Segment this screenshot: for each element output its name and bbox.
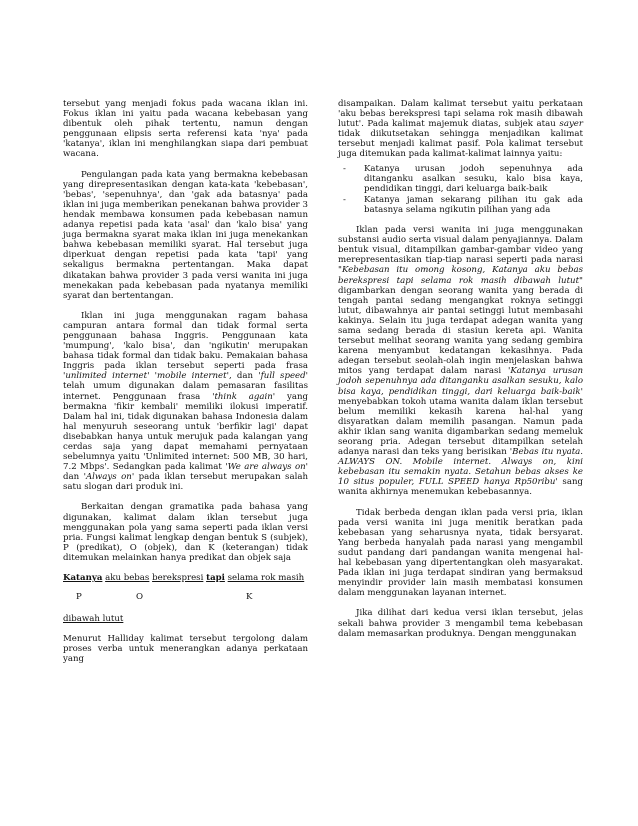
- right-paragraph-1: [338, 99, 583, 160]
- text-run: digambarkan dengan seorang wanita yang berada di tengah pantai sedang mengangkat roknya setinggi lutut, dibawahnya air pantai setinggi lutut membasahi kakinya. Selain itu juga terdapat adegan wanita yang sama sedang berada di stasiun kereta api. Wanita tersebut melihat seorang wanita yang sedang gembira karena menyambut kedatangan kekasihnya. Pada adegan tersebut seolah-olah ingin menjelaskan bahwa mitos yang terdapat dalam narasi: [338, 285, 583, 377]
- example-list: [338, 164, 583, 215]
- left-paragraph-2: Pengulangan pada kata yang bermakna kebebasan yang direpresentasikan dengan kata-kata 'kebebasan', 'bebas', 'sepenuhnya', dan 'gak ada batasnya' pada iklan ini juga memberikan penekanan bahwa provider 3 hendak membawa konsumen pada kebebasan namun adanya repetisi pada kata 'asal' dan 'kalo bisa' yang juga bermakna syarat maka iklan ini juga menekankan bahwa kebebasan memiliki syarat. Hal tersebut juga diperkuat dengan repetisi pada kata 'tapi' yang sekaligus bermakna pertentangan. Maka dapat dikatakan bahwa provider 3 pada versi wanita ini juga menekakan pada kebebasan pada nyatanya memiliki syarat dan bertentangan.: [63, 169, 308, 301]
- label-predicate: P: [76, 592, 82, 603]
- left-paragraph-1: tersebut yang menjadi fokus pada wacana iklan ini. Fokus iklan ini yaitu pada wacana kebebasan yang dibentuk oleh pihak tertentu, namun dengan penggunaan elipsis serta referensi kata 'nya' pada 'katanya', iklan ini menghilangkan siapa dari pembuat wacana.: [63, 99, 308, 160]
- text-run: tidak diikutsetakan sehingga menjadikan kalimat tersebut menjadi kalimat pasif. Pola kalimat tersebut juga ditemukan pada kalimat-kalimat lainnya yaitu:: [338, 129, 583, 160]
- text-run: telah umum digunakan dalam pemasaran fasilitas internet. Penggunaan frasa: [63, 381, 308, 402]
- text-run: sang wanita akhirnya menemukan kebebasannya.: [338, 477, 583, 498]
- sentence-word: Katanya: [63, 573, 103, 584]
- label-keterangan: K: [246, 592, 253, 603]
- list-bullet: -: [343, 163, 346, 174]
- text-run: Iklan pada versi wanita ini juga menggunakan substansi audio serta visual dalam penyajiannya. Dalam bentuk visual, ditampilkan gambar-gambar video yang merepresentasikan tiap-tiap narasi seperti pada narasi: [338, 225, 583, 266]
- label-object: O: [136, 592, 144, 603]
- analyzed-sentence: [63, 573, 308, 583]
- list-item: [338, 195, 583, 215]
- sentence-word: tapi: [206, 573, 225, 584]
- text-run: disampaikan. Dalam kalimat tersebut yaitu perkataan 'aku bebas berekspresi tapi selama rok masih dibawah lutut'. Pada kalimat majemuk diatas, subjek atau: [338, 99, 583, 130]
- emphasis-run: 'Katanya urusan jodoh sepenuhnya ada ditanganku asalkan sesuku, kalo bisa kaya, pendidikan tinggi, dari keluarga baik-baik': [338, 366, 583, 397]
- emphasis-run: 'Always on': [83, 472, 135, 483]
- sentence-word: selama rok masih: [227, 573, 305, 584]
- text-run: , dan: [228, 371, 259, 382]
- left-column: [63, 99, 308, 665]
- emphasis-run: sayer: [559, 119, 583, 130]
- text-run: yang bermakna 'fikir kembali' memiliki ilokusi imperatif. Dalam hal ini, tidak digunakan bahasa Indonesia dalam hal menyuruh seseorang untuk 'berfikir lagi' dapat disebabkan hanya untuk merujuk pada kalangan yang cerdas saja yang dapat memahami pernyataan sebelumnya yaitu 'Unlimited internet: 500 MB, 30 hari, 7.2 Mbps'. Sedangkan pada kalimat: [63, 391, 309, 473]
- text-run: pada iklan tersebut merupakan salah satu slogan dari produk ini.: [63, 472, 308, 493]
- emphasis-run: 'We are always on': [225, 462, 309, 473]
- list-bullet: -: [343, 194, 346, 205]
- left-paragraph-3: [63, 311, 308, 493]
- grammar-labels: [63, 592, 308, 604]
- right-paragraph-2: [338, 225, 583, 498]
- left-paragraph-4: Berkaitan dengan gramatika pada bahasa yang digunakan, kalimat dalam iklan tersebut juga menggunakan pola yang sama seperti pada iklan versi pria. Fungsi kalimat lengkap dengan bentuk S (subjek), P (predikat), O (objek), dan K (keterangan) tidak ditemukan melainkan hanya predikat dan objek saja: [63, 502, 308, 563]
- right-paragraph-4: Jika dilihat dari kedua versi iklan tersebut, jelas sekali bahwa provider 3 mengambil tema kebebasan dalam memasarkan produknya. Dengan menggunakan: [338, 608, 583, 639]
- list-item: [338, 164, 583, 194]
- text-run: menyebabkan tokoh utama wanita dalam iklan tersebut belum memiliki kekasih karena hal-hal yang disyaratkan dalam memilih pasangan. Namun pada akhir iklan sang wanita digambarkan sedang memeluk seorang pria. Adegan tersebut ditampilkan setelah adanya narasi dan teks yang berisikan: [338, 396, 583, 458]
- right-column: [338, 99, 583, 639]
- list-item-text: Katanya jaman sekarang pilihan itu gak ada batasnya selama ngikutin pilihan yang ada: [364, 194, 583, 215]
- sentence-continuation: dibawah lutut: [63, 614, 124, 625]
- text-run: Iklan ini juga menggunakan ragam bahasa campuran antara formal dan tidak formal serta penggunaan bahasa Inggris. Penggunaan kata 'mumpung', 'kalo bisa', dan 'ngikutin' merupakan bahasa tidak formal dan tidak baku. Pemakaian bahasa Inggris pada iklan tersebut seperti pada frasa: [63, 310, 308, 372]
- left-paragraph-5: Menurut Halliday kalimat tersebut tergolong dalam proses verba untuk menerangkan adanya perkataan yang: [63, 634, 308, 665]
- text-run: dan: [63, 472, 84, 483]
- emphasis-run: "Kebebasan itu omong kosong, Katanya aku bebas berekspresi tapi selama rok masih dibawah lutut": [338, 265, 583, 286]
- sentence-word: berekspresi: [152, 573, 204, 584]
- sentence-word: aku bebas: [105, 573, 150, 584]
- emphasis-run: 'think again': [212, 391, 276, 402]
- emphasis-run: 'Bebas itu nyata. ALWAYS ON. Mobile internet. Always on, kini kebebasan itu semakin nyata. Setahun bebas akses ke 10 situs populer, FULL SPEED hanya Rp50ribu': [338, 447, 584, 488]
- right-paragraph-3: Tidak berbeda dengan iklan pada versi pria, iklan pada versi wanita ini juga menitik beratkan pada kebebasan yang seharusnya nyata, tidak bersyarat. Yang berbeda hanyalah pada narasi yang mengambil sudut pandang dari pandangan wanita mengenai hal-hal kebebasan yang dipertentangkan oleh masyarakat. Pada iklan ini juga terdapat sindiran yang bermaksud menyindir provider lain masih membatasi konsumen dalam menggunakan layanan internet.: [338, 507, 583, 599]
- emphasis-run: 'unlimited internet' 'mobile internet': [63, 371, 229, 382]
- emphasis-run: 'full speed': [258, 371, 308, 382]
- list-item-text: Katanya urusan jodoh sepenuhnya ada ditanganku asalkan sesuku, kalo bisa kaya, pendidikan tinggi, dari keluarga baik-baik: [364, 163, 583, 194]
